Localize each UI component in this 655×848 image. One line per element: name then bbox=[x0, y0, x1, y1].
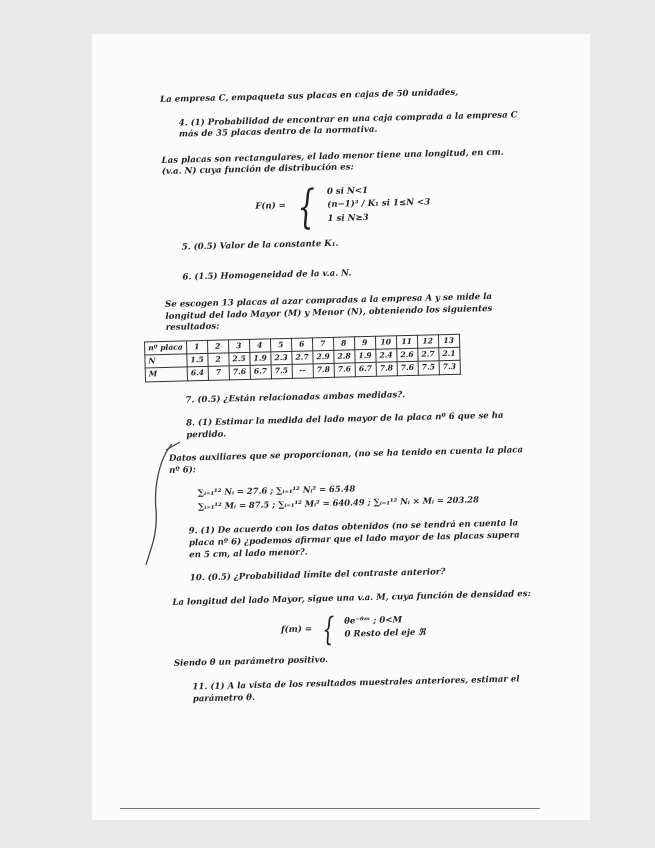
table-cell: 1.5 bbox=[186, 354, 207, 368]
table-cell: 1.9 bbox=[249, 352, 270, 366]
table-cell: 10 bbox=[375, 336, 396, 350]
table-cell: 7.6 bbox=[397, 362, 418, 376]
distribution-function bbox=[162, 178, 523, 233]
sum-line-1: ∑ᵢ₌₁¹² Nᵢ = 27.6 ; ∑ᵢ₌₁¹² Nᵢ² = 65.48 bbox=[197, 483, 356, 497]
table-cell: 9 bbox=[354, 336, 375, 350]
density-case-2: 0 Resto del eje ℜ bbox=[344, 627, 426, 640]
density-function bbox=[173, 608, 534, 649]
exam-document bbox=[148, 86, 535, 706]
density-lhs: f(m) = bbox=[280, 623, 313, 635]
question-7: 7. (0.5) ¿Están relacionadas ambas medidas?. bbox=[185, 389, 406, 406]
placas-text: Las placas son rectangulares, el lado menor tiene una longitud, en cm. (v.a. N) cuya función de distribución es: bbox=[161, 147, 504, 178]
table-cell: 6.4 bbox=[187, 367, 208, 381]
table-cell: 2 bbox=[207, 340, 228, 354]
distribution-lhs: F(n) = bbox=[255, 201, 287, 212]
table-cell: 2.6 bbox=[396, 348, 417, 362]
table-cell: 13 bbox=[438, 334, 459, 348]
table-cell: 1.9 bbox=[354, 350, 375, 364]
table-cell: 7.5 bbox=[418, 361, 439, 375]
table-cell: 2.9 bbox=[312, 351, 333, 365]
table-cell: 5 bbox=[270, 338, 291, 352]
table-cell: 7 bbox=[208, 366, 229, 380]
table-cell: 6 bbox=[291, 338, 312, 352]
table-cell: 7.8 bbox=[376, 362, 397, 376]
table-cell: 2.7 bbox=[417, 348, 438, 362]
question-4: 4. (1) Probabilidad de encontrar en una caja comprada a la empresa C más de 35 placas dentro de la normativa. bbox=[178, 109, 518, 140]
question-9: 9. (1) De acuerdo con los datos obtenidos (no se tendrá en cuenta la placa nº 6) ¿podemos afirmar que el lado mayor de las placas supera en 5 cm, al lado menor?. bbox=[188, 518, 520, 560]
escogen-text: Se escogen 13 placas al azar compradas a la empresa A y se mide la longitud del lado Mayor (M) y Menor (N), obteniendo los siguientes resultados: bbox=[165, 292, 493, 334]
case-2: (n−1)³ / K₁ si 1≤N <3 bbox=[327, 197, 431, 211]
table-cell: 6.7 bbox=[355, 363, 376, 377]
question-10: 10. (0.5) ¿Probabilidad límite del contraste anterior? bbox=[189, 567, 446, 584]
brace-icon: { bbox=[297, 179, 317, 234]
table-cell: M bbox=[145, 367, 187, 381]
question-8: 8. (1) Estimar la medida del lado mayor de la placa nº 6 que se ha perdido. bbox=[185, 410, 504, 441]
auxiliary-sums bbox=[170, 479, 531, 513]
density-case-1: θe⁻ᶿᵐ ; 0<M bbox=[344, 614, 403, 627]
table-cell: 2.8 bbox=[333, 350, 354, 364]
table-cell: 7.5 bbox=[271, 365, 292, 379]
brace-icon: { bbox=[321, 610, 335, 649]
case-3: 1 si N≥3 bbox=[327, 212, 369, 224]
table-cell: 7.8 bbox=[313, 364, 334, 378]
case-1: 0 si N<1 bbox=[326, 185, 369, 197]
table-cell: 7 bbox=[312, 337, 333, 351]
table-cell: 6.7 bbox=[250, 365, 271, 379]
table-cell: -- bbox=[292, 364, 313, 378]
question-5: 5. (0.5) Valor de la constante K₁. bbox=[181, 238, 339, 253]
question-11: 11. (1) A la vista de los resultados muestrales anteriores, estimar el parámetro θ. bbox=[192, 674, 520, 704]
handwritten-bracket-mark bbox=[136, 440, 186, 570]
table-cell: 12 bbox=[417, 335, 438, 349]
table-cell: 11 bbox=[396, 335, 417, 349]
table-cell: 7.6 bbox=[334, 363, 355, 377]
table-cell: 2 bbox=[207, 353, 228, 367]
table-cell: 8 bbox=[333, 337, 354, 351]
table-cell: 7.6 bbox=[229, 366, 250, 380]
results-table bbox=[144, 334, 461, 382]
table-cell: nº placa bbox=[145, 341, 187, 355]
longitud-text: La longitud del lado Mayor, sigue una v.a. M, cuya función de densidad es: bbox=[172, 588, 531, 608]
table-cell: 2.7 bbox=[291, 351, 312, 365]
table-cell: 2.3 bbox=[270, 352, 291, 366]
siendo-text: Siendo θ un parámetro positivo. bbox=[173, 655, 329, 670]
sum-line-2: ∑ᵢ₌₁¹² Mᵢ = 87.5 ; ∑ᵢ₌₁¹² Mᵢ² = 640.49 ; ∑ᵢ₌₁¹² Nᵢ × Mᵢ = 203.28 bbox=[197, 494, 479, 512]
table-cell: 2.1 bbox=[438, 347, 459, 361]
table-cell: 2.4 bbox=[375, 349, 396, 363]
table-cell: 7.3 bbox=[439, 361, 460, 375]
table-cell: 1 bbox=[186, 340, 207, 354]
table-cell: 2.5 bbox=[228, 353, 249, 367]
intro-text: La empresa C, empaqueta sus placas en cajas de 50 unidades, bbox=[160, 87, 459, 105]
page-bottom-edge bbox=[120, 808, 540, 809]
table-cell: 3 bbox=[228, 339, 249, 353]
table-cell: 4 bbox=[249, 339, 270, 353]
table-cell: N bbox=[145, 354, 187, 368]
aux-data-text: Datos auxiliares que se proporcionan, (no se ha tenido en cuenta la placa nº 6): bbox=[168, 445, 524, 476]
question-6: 6. (1.5) Homogeneidad de la v.a. N. bbox=[182, 267, 352, 283]
